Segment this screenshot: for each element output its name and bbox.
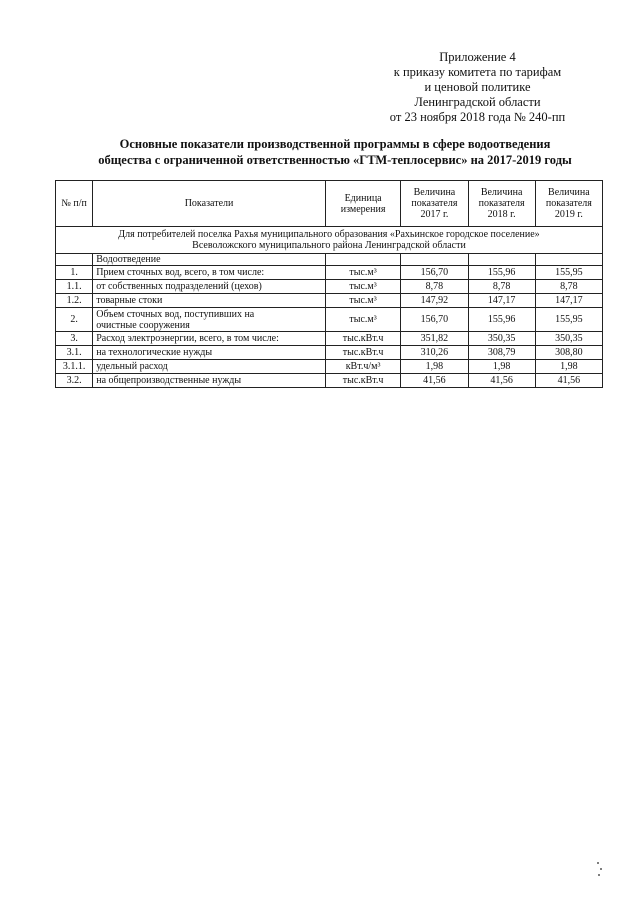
table-row: 1.2. товарные стоки тыс.м³ 147,92 147,17 147,17 xyxy=(56,294,603,308)
header-unit: Единица измерения xyxy=(325,181,400,227)
table-row: 1. Прием сточных вод, всего, в том числе: тыс.м³ 156,70 155,96 155,95 xyxy=(56,266,603,280)
table-row: 1.1. от собственных подразделений (цехов) тыс.м³ 8,78 8,78 8,78 xyxy=(56,280,603,294)
header-2017: Величина показателя 2017 г. xyxy=(401,181,468,227)
subsection-row xyxy=(56,254,603,266)
subsection-label: Водоотведение xyxy=(93,254,326,266)
header-2019: Величина показателя 2019 г. xyxy=(535,181,602,227)
table-header-row xyxy=(56,181,603,227)
indicators-table xyxy=(55,180,603,388)
appendix-block xyxy=(370,50,585,125)
appendix-line: Ленинградской области xyxy=(414,95,541,109)
header-2018: Величина показателя 2018 г. xyxy=(468,181,535,227)
table-row: 3.2. на общепроизводственные нужды тыс.кВт.ч 41,56 41,56 41,56 xyxy=(56,374,603,388)
title-line-2: общества с ограниченной ответственностью «ГТМ-теплосервис» на 2017-2019 годы xyxy=(98,153,572,167)
table-row: 3.1. на технологические нужды тыс.кВт.ч 310,26 308,79 308,80 xyxy=(56,346,603,360)
header-indicator: Показатели xyxy=(93,181,326,227)
header-num: № п/п xyxy=(56,181,93,227)
appendix-line: от 23 ноября 2018 года № 240-пп xyxy=(389,110,566,124)
table-row: 2. Объем сточных вод, поступивших на очистные сооружения тыс.м³ 156,70 155,96 155,95 xyxy=(56,308,603,332)
table-row: 3.1.1. удельный расход кВт.ч/м³ 1,98 1,98 1,98 xyxy=(56,360,603,374)
section-caption: Для потребителей поселка Рахья муниципального образования «Рахьинское городское поселение» Всеволожского муниципального района Ленинградской области xyxy=(56,227,603,254)
appendix-line: Приложение 4 xyxy=(439,50,516,64)
table-row: 3. Расход электроэнергии, всего, в том числе: тыс.кВт.ч 351,82 350,35 350,35 xyxy=(56,332,603,346)
appendix-line: к приказу комитета по тарифам xyxy=(393,65,562,79)
appendix-line: и ценовой политике xyxy=(424,80,531,94)
section-row xyxy=(56,227,603,254)
title-line-1: Основные показатели производственной программы в сфере водоотведения xyxy=(119,137,551,151)
document-title xyxy=(60,136,610,168)
scan-marks xyxy=(596,862,604,882)
